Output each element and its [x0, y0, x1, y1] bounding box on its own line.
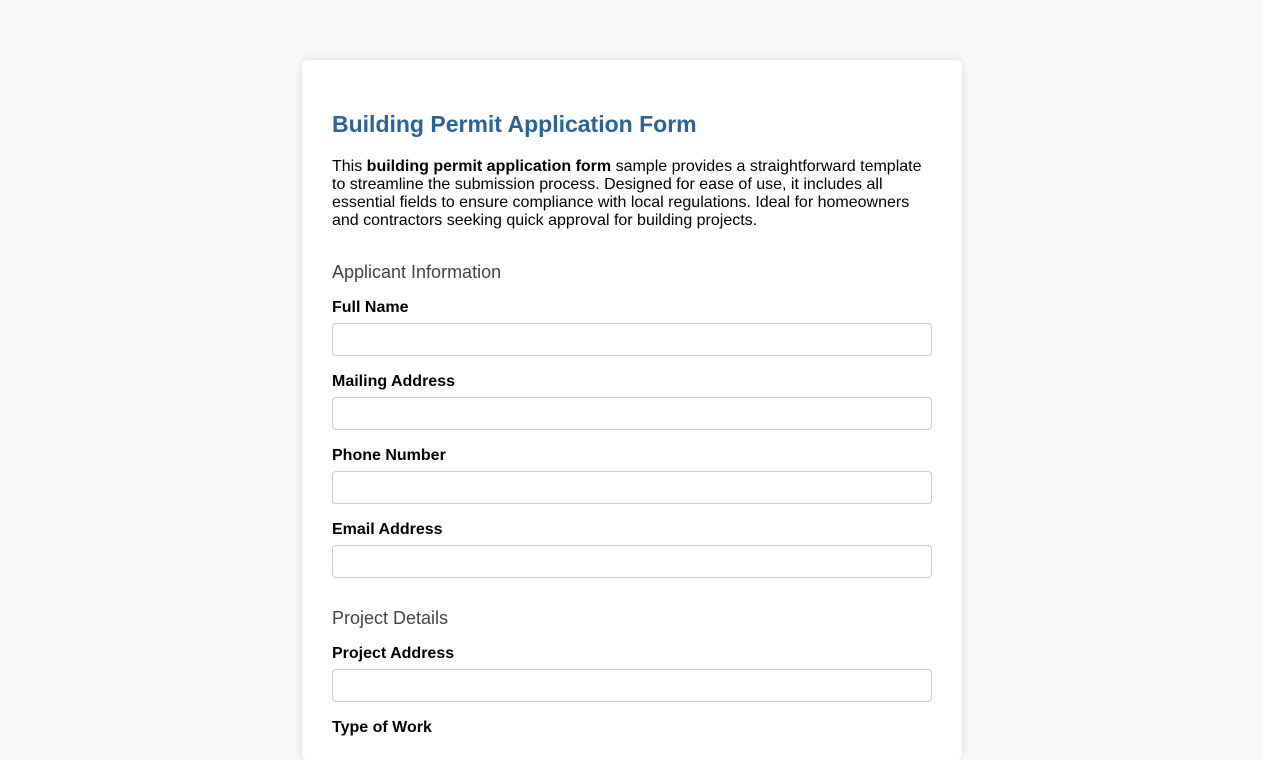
form-card [302, 60, 962, 760]
field-email-address [332, 521, 932, 578]
type-of-work-label: Type of Work [332, 719, 432, 736]
phone-number-label: Phone Number [332, 447, 446, 464]
field-full-name [332, 299, 932, 356]
field-mailing-address [332, 373, 932, 430]
intro-bold: building permit application form [366, 158, 612, 175]
email-address-input[interactable] [332, 545, 932, 578]
field-type-of-work [332, 719, 932, 737]
phone-number-input[interactable] [332, 471, 932, 504]
page-title: Building Permit Application Form [332, 111, 697, 137]
section-heading-project: Project Details [332, 608, 449, 628]
full-name-label: Full Name [332, 299, 409, 316]
intro-suffix: sample provides a straightforward template to streamline the submission process. Designed for ease of use, it includes all essential fields to ensure compliance with local regulations. Ideal for homeowners and contractors seeking quick approval for building projects. [332, 158, 922, 229]
mailing-address-input[interactable] [332, 397, 932, 430]
field-project-address [332, 645, 932, 702]
intro-prefix: This [332, 158, 367, 175]
section-heading-applicant: Applicant Information [332, 262, 502, 282]
intro-paragraph [332, 158, 932, 230]
mailing-address-label: Mailing Address [332, 373, 455, 390]
field-phone-number [332, 447, 932, 504]
project-address-input[interactable] [332, 669, 932, 702]
email-address-label: Email Address [332, 521, 443, 538]
full-name-input[interactable] [332, 323, 932, 356]
project-address-label: Project Address [332, 645, 455, 662]
